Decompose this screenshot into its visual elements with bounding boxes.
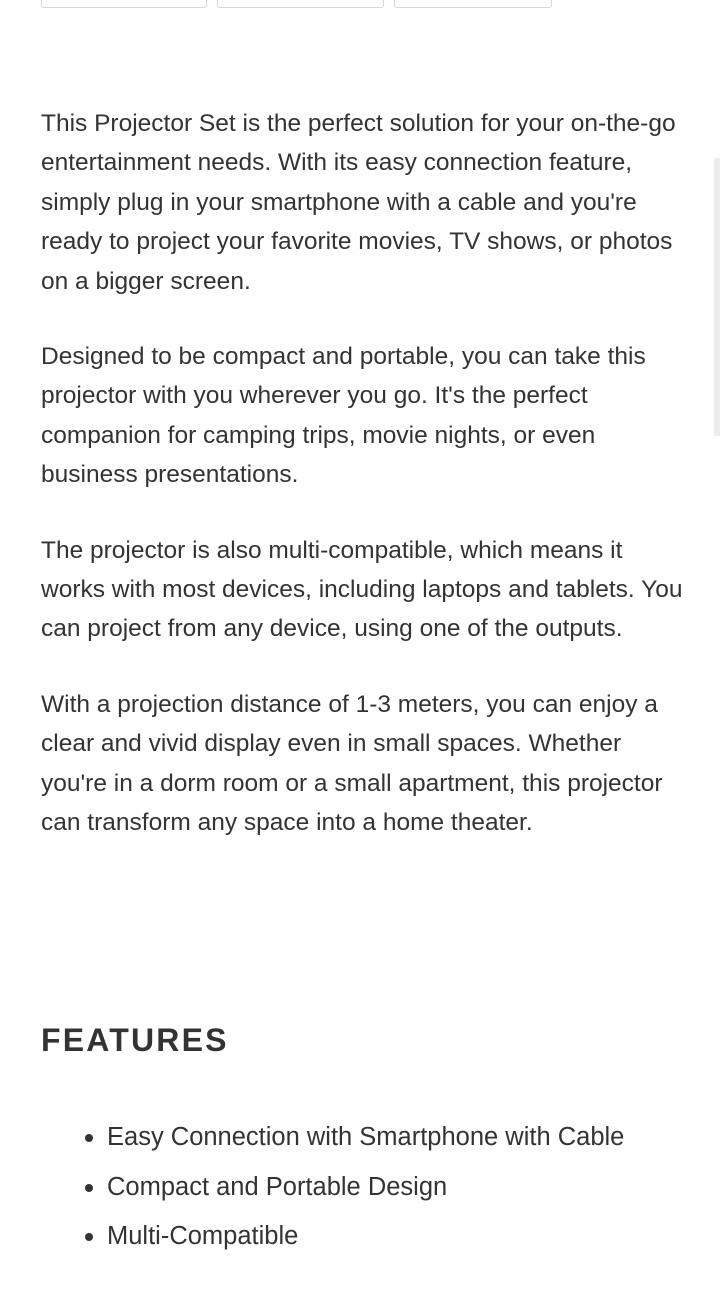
feature-list-item: [41, 1163, 624, 1213]
option-button-row: [41, 0, 552, 8]
description-paragraph: Designed to be compact and portable, you can take this projector with you wherever you go. It's the perfect companion for camping trips, movie nights, or even business presentations.: [41, 343, 646, 489]
feature-label: Compact and Portable Design: [107, 1172, 448, 1201]
description-paragraph: With a projection distance of 1-3 meters, you can enjoy a clear and vivid display even in small spaces. Whether you're in a dorm room or a small apartment, this projector can transform any space into a home theater.: [41, 690, 663, 837]
bullet-icon: [85, 1184, 93, 1192]
feature-label: Easy Connection with Smartphone with Cable: [107, 1123, 625, 1151]
description-paragraph: The projector is also multi-compatible, which means it works with most devices, including laptops and tablets. You can project from any device, using one of the outputs.: [41, 536, 683, 643]
feature-list-item: [41, 1113, 624, 1163]
bullet-icon: [85, 1134, 93, 1142]
scrollbar[interactable]: [714, 158, 720, 436]
bullet-icon: [85, 1233, 93, 1241]
feature-list-item: [41, 1212, 624, 1262]
product-description: [41, 104, 687, 879]
features-heading: FEATURES: [41, 1022, 229, 1058]
features-list: [41, 1113, 624, 1262]
feature-label: Multi-Compatible: [107, 1222, 299, 1251]
option-button-3[interactable]: [394, 0, 552, 8]
option-button-1[interactable]: [41, 0, 207, 8]
description-paragraph: This Projector Set is the perfect solution for your on-the-go entertainment needs. With its easy connection feature, simply plug in your smartphone with a cable and you're ready to project your favorite movies, TV shows, or photos on a bigger screen.: [41, 110, 676, 295]
option-button-2[interactable]: [217, 0, 384, 8]
